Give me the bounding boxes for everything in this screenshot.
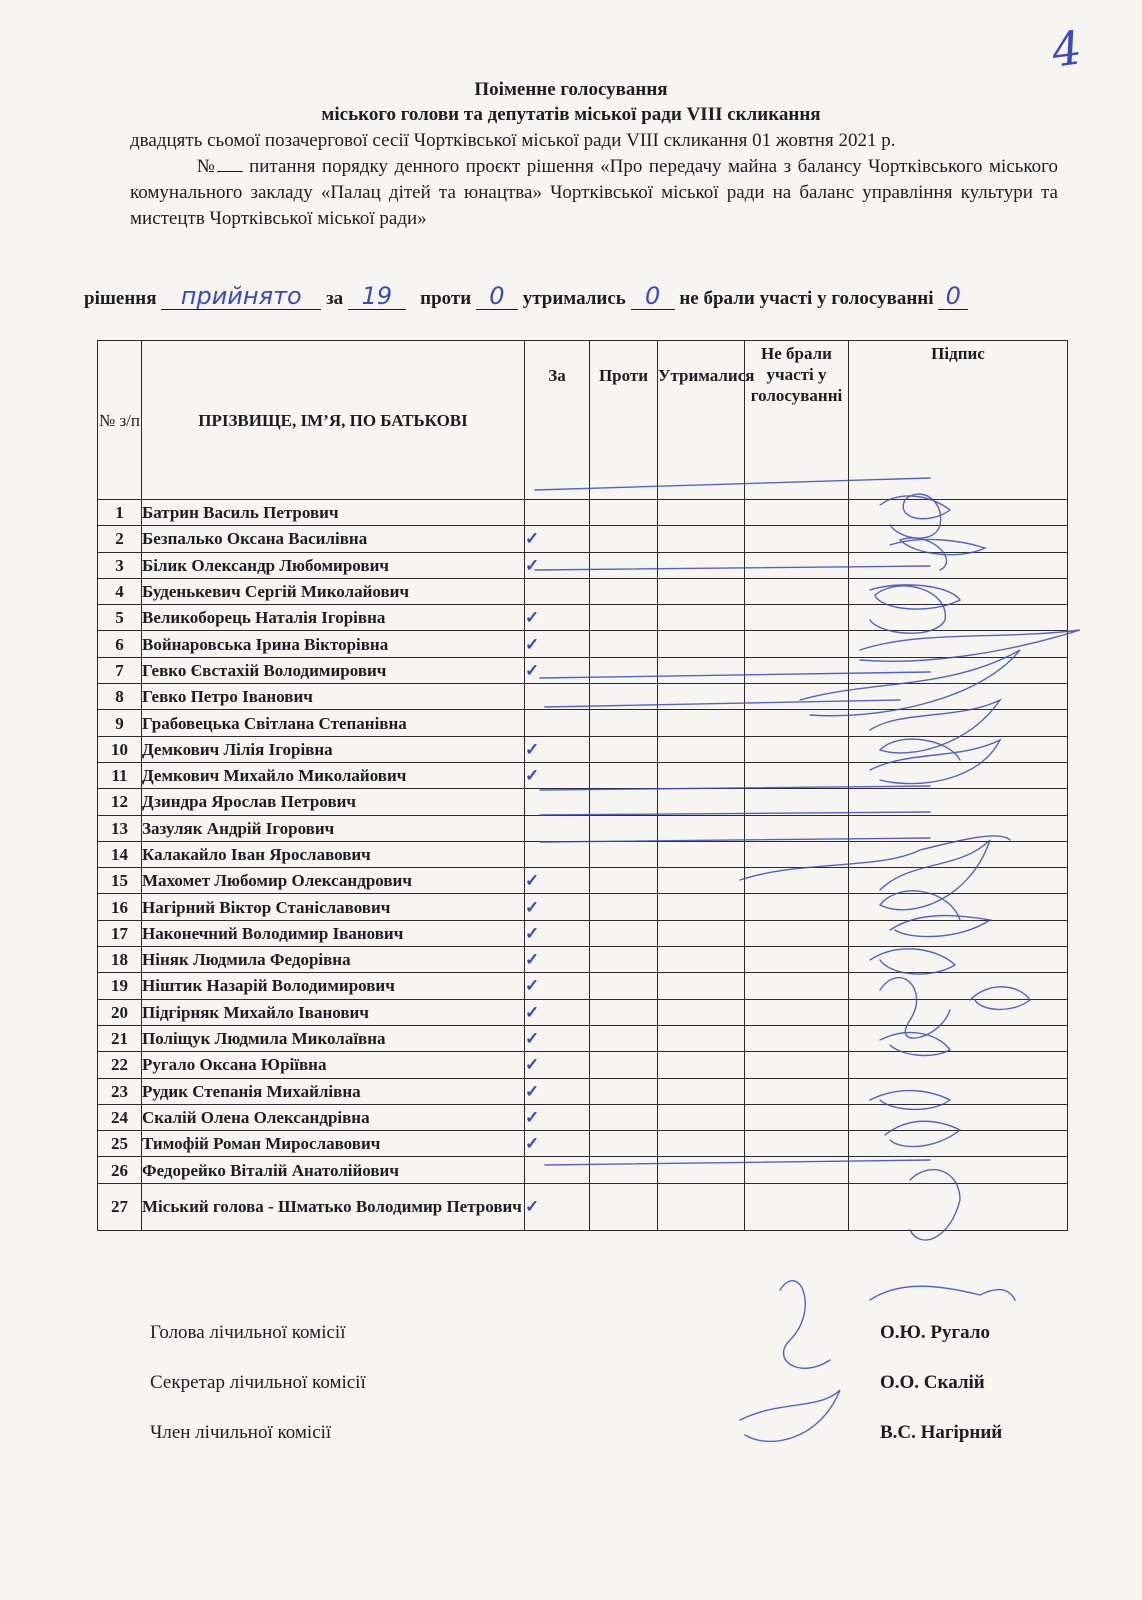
header-absent: Не брали участі у голосуванні <box>745 341 849 500</box>
table-row <box>98 1157 1068 1183</box>
intro-paragraph <box>130 128 1058 232</box>
vote-absent-cell <box>745 500 849 526</box>
against-count: 0 <box>476 285 518 310</box>
row-number: 8 <box>98 684 142 710</box>
session-text: двадцять сьомої позачергової сесії Чортківської міської ради VIII скликання 01 жовтня 2021 р. <box>130 130 896 151</box>
vote-absent-cell <box>745 1183 849 1230</box>
chair-name: О.Ю. Ругало <box>880 1322 990 1343</box>
table-row <box>98 973 1068 999</box>
vote-abstain-cell <box>658 736 745 762</box>
vote-for-cell: ✓ <box>525 526 590 552</box>
vote-abstain-cell <box>658 894 745 920</box>
vote-absent-cell <box>745 1052 849 1078</box>
row-number: 4 <box>98 578 142 604</box>
vote-abstain-cell <box>658 1157 745 1183</box>
vote-against-cell <box>590 605 658 631</box>
signature-cell <box>849 789 1068 815</box>
vote-abstain-cell <box>658 1052 745 1078</box>
document-subtitle: міського голови та депутатів міської ради VIII скликання <box>321 104 821 125</box>
for-label: за <box>326 288 344 309</box>
deputy-name: Скалій Олена Олександрівна <box>142 1104 525 1130</box>
row-number: 19 <box>98 973 142 999</box>
table-row <box>98 736 1068 762</box>
signature-cell <box>849 1131 1068 1157</box>
header-abstain: Утрималися <box>658 341 745 500</box>
vote-against-cell <box>590 947 658 973</box>
vote-absent-cell <box>745 710 849 736</box>
deputy-name: Калакайло Іван Ярославович <box>142 841 525 867</box>
vote-for-cell: ✓ <box>525 1131 590 1157</box>
table-row <box>98 631 1068 657</box>
abstain-count: 0 <box>631 285 675 310</box>
row-number: 7 <box>98 657 142 683</box>
absent-count: 0 <box>938 285 968 310</box>
deputy-name: Дзиндра Ярослав Петрович <box>142 789 525 815</box>
deputy-name: Наконечний Володимир Іванович <box>142 920 525 946</box>
member-name: В.С. Нагірний <box>880 1422 1003 1443</box>
deputy-name: Білик Олександр Любомирович <box>142 552 525 578</box>
signature-cell <box>849 605 1068 631</box>
row-number: 1 <box>98 500 142 526</box>
vote-against-cell <box>590 1131 658 1157</box>
vote-absent-cell <box>745 1078 849 1104</box>
deputy-name: Безпалько Оксана Василівна <box>142 526 525 552</box>
row-number: 6 <box>98 631 142 657</box>
vote-abstain-cell <box>658 789 745 815</box>
deputy-name: Ніштик Назарій Володимирович <box>142 973 525 999</box>
vote-against-cell <box>590 631 658 657</box>
vote-against-cell <box>590 1025 658 1051</box>
vote-against-cell <box>590 999 658 1025</box>
row-number: 15 <box>98 868 142 894</box>
header-against: Проти <box>590 341 658 500</box>
deputy-name: Войнаровська Ірина Вікторівна <box>142 631 525 657</box>
deputy-name: Підгірняк Михайло Іванович <box>142 999 525 1025</box>
vote-abstain-cell <box>658 868 745 894</box>
vote-for-cell <box>525 710 590 736</box>
deputy-name: Гевко Євстахій Володимирович <box>142 657 525 683</box>
row-number: 10 <box>98 736 142 762</box>
vote-against-cell <box>590 868 658 894</box>
vote-against-cell <box>590 684 658 710</box>
header-signature: Підпис <box>849 341 1068 500</box>
deputy-name: Демкович Михайло Миколайович <box>142 762 525 788</box>
signature-cell <box>849 1052 1068 1078</box>
table-row <box>98 841 1068 867</box>
table-row <box>98 947 1068 973</box>
vote-against-cell <box>590 578 658 604</box>
vote-absent-cell <box>745 947 849 973</box>
deputy-name: Тимофій Роман Мирославович <box>142 1131 525 1157</box>
vote-for-cell: ✓ <box>525 552 590 578</box>
row-number: 27 <box>98 1183 142 1230</box>
vote-abstain-cell <box>658 526 745 552</box>
signature-cell <box>849 1078 1068 1104</box>
signature-cell <box>849 684 1068 710</box>
table-row <box>98 710 1068 736</box>
table-row <box>98 815 1068 841</box>
header-name: ПРІЗВИЩЕ, ІМ’Я, ПО БАТЬКОВІ <box>142 341 525 500</box>
table-row <box>98 868 1068 894</box>
row-number: 12 <box>98 789 142 815</box>
vote-against-cell <box>590 1104 658 1130</box>
deputy-name: Батрин Василь Петрович <box>142 500 525 526</box>
signature-cell <box>849 1157 1068 1183</box>
vote-abstain-cell <box>658 1025 745 1051</box>
vote-abstain-cell <box>658 1183 745 1230</box>
vote-absent-cell <box>745 1131 849 1157</box>
table-row <box>98 657 1068 683</box>
vote-for-cell <box>525 500 590 526</box>
vote-absent-cell <box>745 894 849 920</box>
vote-abstain-cell <box>658 657 745 683</box>
vote-absent-cell <box>745 578 849 604</box>
deputy-name: Зазуляк Андрій Ігорович <box>142 815 525 841</box>
row-number: 18 <box>98 947 142 973</box>
vote-against-cell <box>590 1052 658 1078</box>
signature-cell <box>849 710 1068 736</box>
table-row <box>98 762 1068 788</box>
vote-abstain-cell <box>658 1078 745 1104</box>
vote-against-cell <box>590 1157 658 1183</box>
signature-cell <box>849 631 1068 657</box>
deputy-name: Великоборець Наталія Ігорівна <box>142 605 525 631</box>
signature-cell <box>849 947 1068 973</box>
row-number: 24 <box>98 1104 142 1130</box>
against-label: проти <box>420 288 472 309</box>
vote-absent-cell <box>745 815 849 841</box>
table-row <box>98 1078 1068 1104</box>
table-row <box>98 999 1068 1025</box>
row-number: 17 <box>98 920 142 946</box>
table-header-row <box>98 341 1068 500</box>
row-number: 16 <box>98 894 142 920</box>
deputy-name: Грабовецька Світлана Степанівна <box>142 710 525 736</box>
absent-label: не брали участі у голосуванні <box>679 288 934 309</box>
vote-abstain-cell <box>658 710 745 736</box>
for-count: 19 <box>348 285 406 310</box>
vote-against-cell <box>590 526 658 552</box>
vote-absent-cell <box>745 1157 849 1183</box>
vote-abstain-cell <box>658 973 745 999</box>
vote-for-cell: ✓ <box>525 999 590 1025</box>
vote-absent-cell <box>745 841 849 867</box>
vote-abstain-cell <box>658 605 745 631</box>
vote-abstain-cell <box>658 947 745 973</box>
deputy-name: Поліщук Людмила Миколаївна <box>142 1025 525 1051</box>
row-number: 22 <box>98 1052 142 1078</box>
table-row <box>98 920 1068 946</box>
signature-cell <box>849 999 1068 1025</box>
commission-signature <box>740 1390 840 1441</box>
vote-against-cell <box>590 789 658 815</box>
signature-cell <box>849 1183 1068 1230</box>
vote-abstain-cell <box>658 841 745 867</box>
row-number: 13 <box>98 815 142 841</box>
vote-abstain-cell <box>658 1104 745 1130</box>
vote-for-cell: ✓ <box>525 657 590 683</box>
secretary-name: О.О. Скалій <box>880 1372 985 1393</box>
vote-absent-cell <box>745 631 849 657</box>
vote-for-cell: ✓ <box>525 631 590 657</box>
vote-against-cell <box>590 1183 658 1230</box>
table-row <box>98 578 1068 604</box>
page-number-handwritten: 4 <box>1048 20 1085 78</box>
vote-absent-cell <box>745 762 849 788</box>
row-number: 9 <box>98 710 142 736</box>
vote-absent-cell <box>745 526 849 552</box>
vote-for-cell: ✓ <box>525 920 590 946</box>
vote-abstain-cell <box>658 578 745 604</box>
signature-cell <box>849 815 1068 841</box>
table-row <box>98 684 1068 710</box>
vote-against-cell <box>590 710 658 736</box>
vote-for-cell: ✓ <box>525 947 590 973</box>
vote-against-cell <box>590 894 658 920</box>
vote-absent-cell <box>745 684 849 710</box>
vote-against-cell <box>590 920 658 946</box>
vote-for-cell: ✓ <box>525 1025 590 1051</box>
vote-against-cell <box>590 841 658 867</box>
abstain-label: утримались <box>522 288 626 309</box>
vote-absent-cell <box>745 552 849 578</box>
table-row <box>98 1183 1068 1230</box>
vote-absent-cell <box>745 920 849 946</box>
vote-for-cell <box>525 841 590 867</box>
commission-signature <box>780 1281 830 1369</box>
vote-for-cell <box>525 1157 590 1183</box>
deputy-name: Нагірний Віктор Станіславович <box>142 894 525 920</box>
vote-absent-cell <box>745 736 849 762</box>
signature-cell <box>849 736 1068 762</box>
row-number: 26 <box>98 1157 142 1183</box>
vote-against-cell <box>590 1078 658 1104</box>
signature-cell <box>849 841 1068 867</box>
table-row <box>98 500 1068 526</box>
vote-for-cell: ✓ <box>525 894 590 920</box>
agenda-item-text: питання порядку денного проєкт рішення «Про передачу майна з балансу Чортківського міського комунального закладу «Палац дітей та юнацтва» Чортківської міської ради на баланс управління культури та мистецтв Чортківської міської ради» <box>130 156 1059 229</box>
vote-against-cell <box>590 736 658 762</box>
document-title: Поіменне голосування <box>474 79 668 100</box>
row-number: 3 <box>98 552 142 578</box>
table-row <box>98 605 1068 631</box>
header-for: За <box>525 341 590 500</box>
signature-cell <box>849 578 1068 604</box>
signature-cell <box>849 657 1068 683</box>
vote-for-cell <box>525 789 590 815</box>
member-label: Член лічильної комісії <box>150 1422 332 1443</box>
signature-cell <box>849 1025 1068 1051</box>
table-row <box>98 1025 1068 1051</box>
vote-against-cell <box>590 657 658 683</box>
table-row <box>98 1131 1068 1157</box>
chair-label: Голова лічильної комісії <box>150 1322 346 1343</box>
table-row <box>98 894 1068 920</box>
table-row <box>98 1052 1068 1078</box>
signature-cell <box>849 973 1068 999</box>
deputy-name: Міський голова - Шматько Володимир Петрович <box>142 1183 525 1230</box>
deputy-name: Рудик Степанія Михайлівна <box>142 1078 525 1104</box>
vote-abstain-cell <box>658 762 745 788</box>
vote-against-cell <box>590 815 658 841</box>
vote-abstain-cell <box>658 684 745 710</box>
vote-absent-cell <box>745 605 849 631</box>
vote-against-cell <box>590 500 658 526</box>
vote-against-cell <box>590 762 658 788</box>
deputy-name: Буденькевич Сергій Миколайович <box>142 578 525 604</box>
decision-summary <box>84 282 1084 310</box>
signature-cell <box>849 552 1068 578</box>
table-row <box>98 789 1068 815</box>
vote-abstain-cell <box>658 631 745 657</box>
row-number: 20 <box>98 999 142 1025</box>
vote-for-cell: ✓ <box>525 1052 590 1078</box>
signature-cell <box>849 500 1068 526</box>
vote-for-cell <box>525 684 590 710</box>
vote-for-cell <box>525 578 590 604</box>
vote-for-cell: ✓ <box>525 973 590 999</box>
vote-against-cell <box>590 973 658 999</box>
vote-for-cell: ✓ <box>525 736 590 762</box>
row-number: 23 <box>98 1078 142 1104</box>
commission-signature <box>870 1286 1015 1300</box>
secretary-label: Секретар лічильної комісії <box>150 1372 366 1393</box>
vote-absent-cell <box>745 1025 849 1051</box>
item-prefix: № <box>195 156 217 177</box>
vote-for-cell: ✓ <box>525 1078 590 1104</box>
deputy-name: Махомет Любомир Олександрович <box>142 868 525 894</box>
vote-absent-cell <box>745 657 849 683</box>
vote-for-cell: ✓ <box>525 868 590 894</box>
vote-absent-cell <box>745 868 849 894</box>
deputy-name: Гевко Петро Іванович <box>142 684 525 710</box>
signature-cell <box>849 1104 1068 1130</box>
vote-abstain-cell <box>658 920 745 946</box>
row-number: 14 <box>98 841 142 867</box>
deputy-name: Ніняк Людмила Федорівна <box>142 947 525 973</box>
vote-abstain-cell <box>658 999 745 1025</box>
row-number: 2 <box>98 526 142 552</box>
row-number: 11 <box>98 762 142 788</box>
roll-call-table <box>97 340 1068 1231</box>
signature-cell <box>849 868 1068 894</box>
row-number: 21 <box>98 1025 142 1051</box>
signature-cell <box>849 762 1068 788</box>
vote-abstain-cell <box>658 1131 745 1157</box>
table-row <box>98 552 1068 578</box>
table-row <box>98 526 1068 552</box>
vote-absent-cell <box>745 1104 849 1130</box>
vote-for-cell: ✓ <box>525 1183 590 1230</box>
deputy-name: Демкович Лілія Ігорівна <box>142 736 525 762</box>
vote-absent-cell <box>745 973 849 999</box>
item-number-blank <box>217 155 243 172</box>
agenda-item <box>130 154 1058 232</box>
vote-abstain-cell <box>658 552 745 578</box>
signature-cell <box>849 894 1068 920</box>
vote-absent-cell <box>745 789 849 815</box>
vote-for-cell <box>525 815 590 841</box>
decision-label: рішення <box>84 288 157 309</box>
signature-cell <box>849 920 1068 946</box>
row-number: 5 <box>98 605 142 631</box>
decision-result: прийнято <box>161 285 321 310</box>
vote-for-cell: ✓ <box>525 605 590 631</box>
table-row <box>98 1104 1068 1130</box>
vote-absent-cell <box>745 999 849 1025</box>
row-number: 25 <box>98 1131 142 1157</box>
vote-abstain-cell <box>658 815 745 841</box>
deputy-name: Федорейко Віталій Анатолійович <box>142 1157 525 1183</box>
vote-against-cell <box>590 552 658 578</box>
deputy-name: Ругало Оксана Юріївна <box>142 1052 525 1078</box>
vote-for-cell: ✓ <box>525 762 590 788</box>
header-num: № з/п <box>98 341 142 500</box>
signature-cell <box>849 526 1068 552</box>
vote-for-cell: ✓ <box>525 1104 590 1130</box>
vote-abstain-cell <box>658 500 745 526</box>
